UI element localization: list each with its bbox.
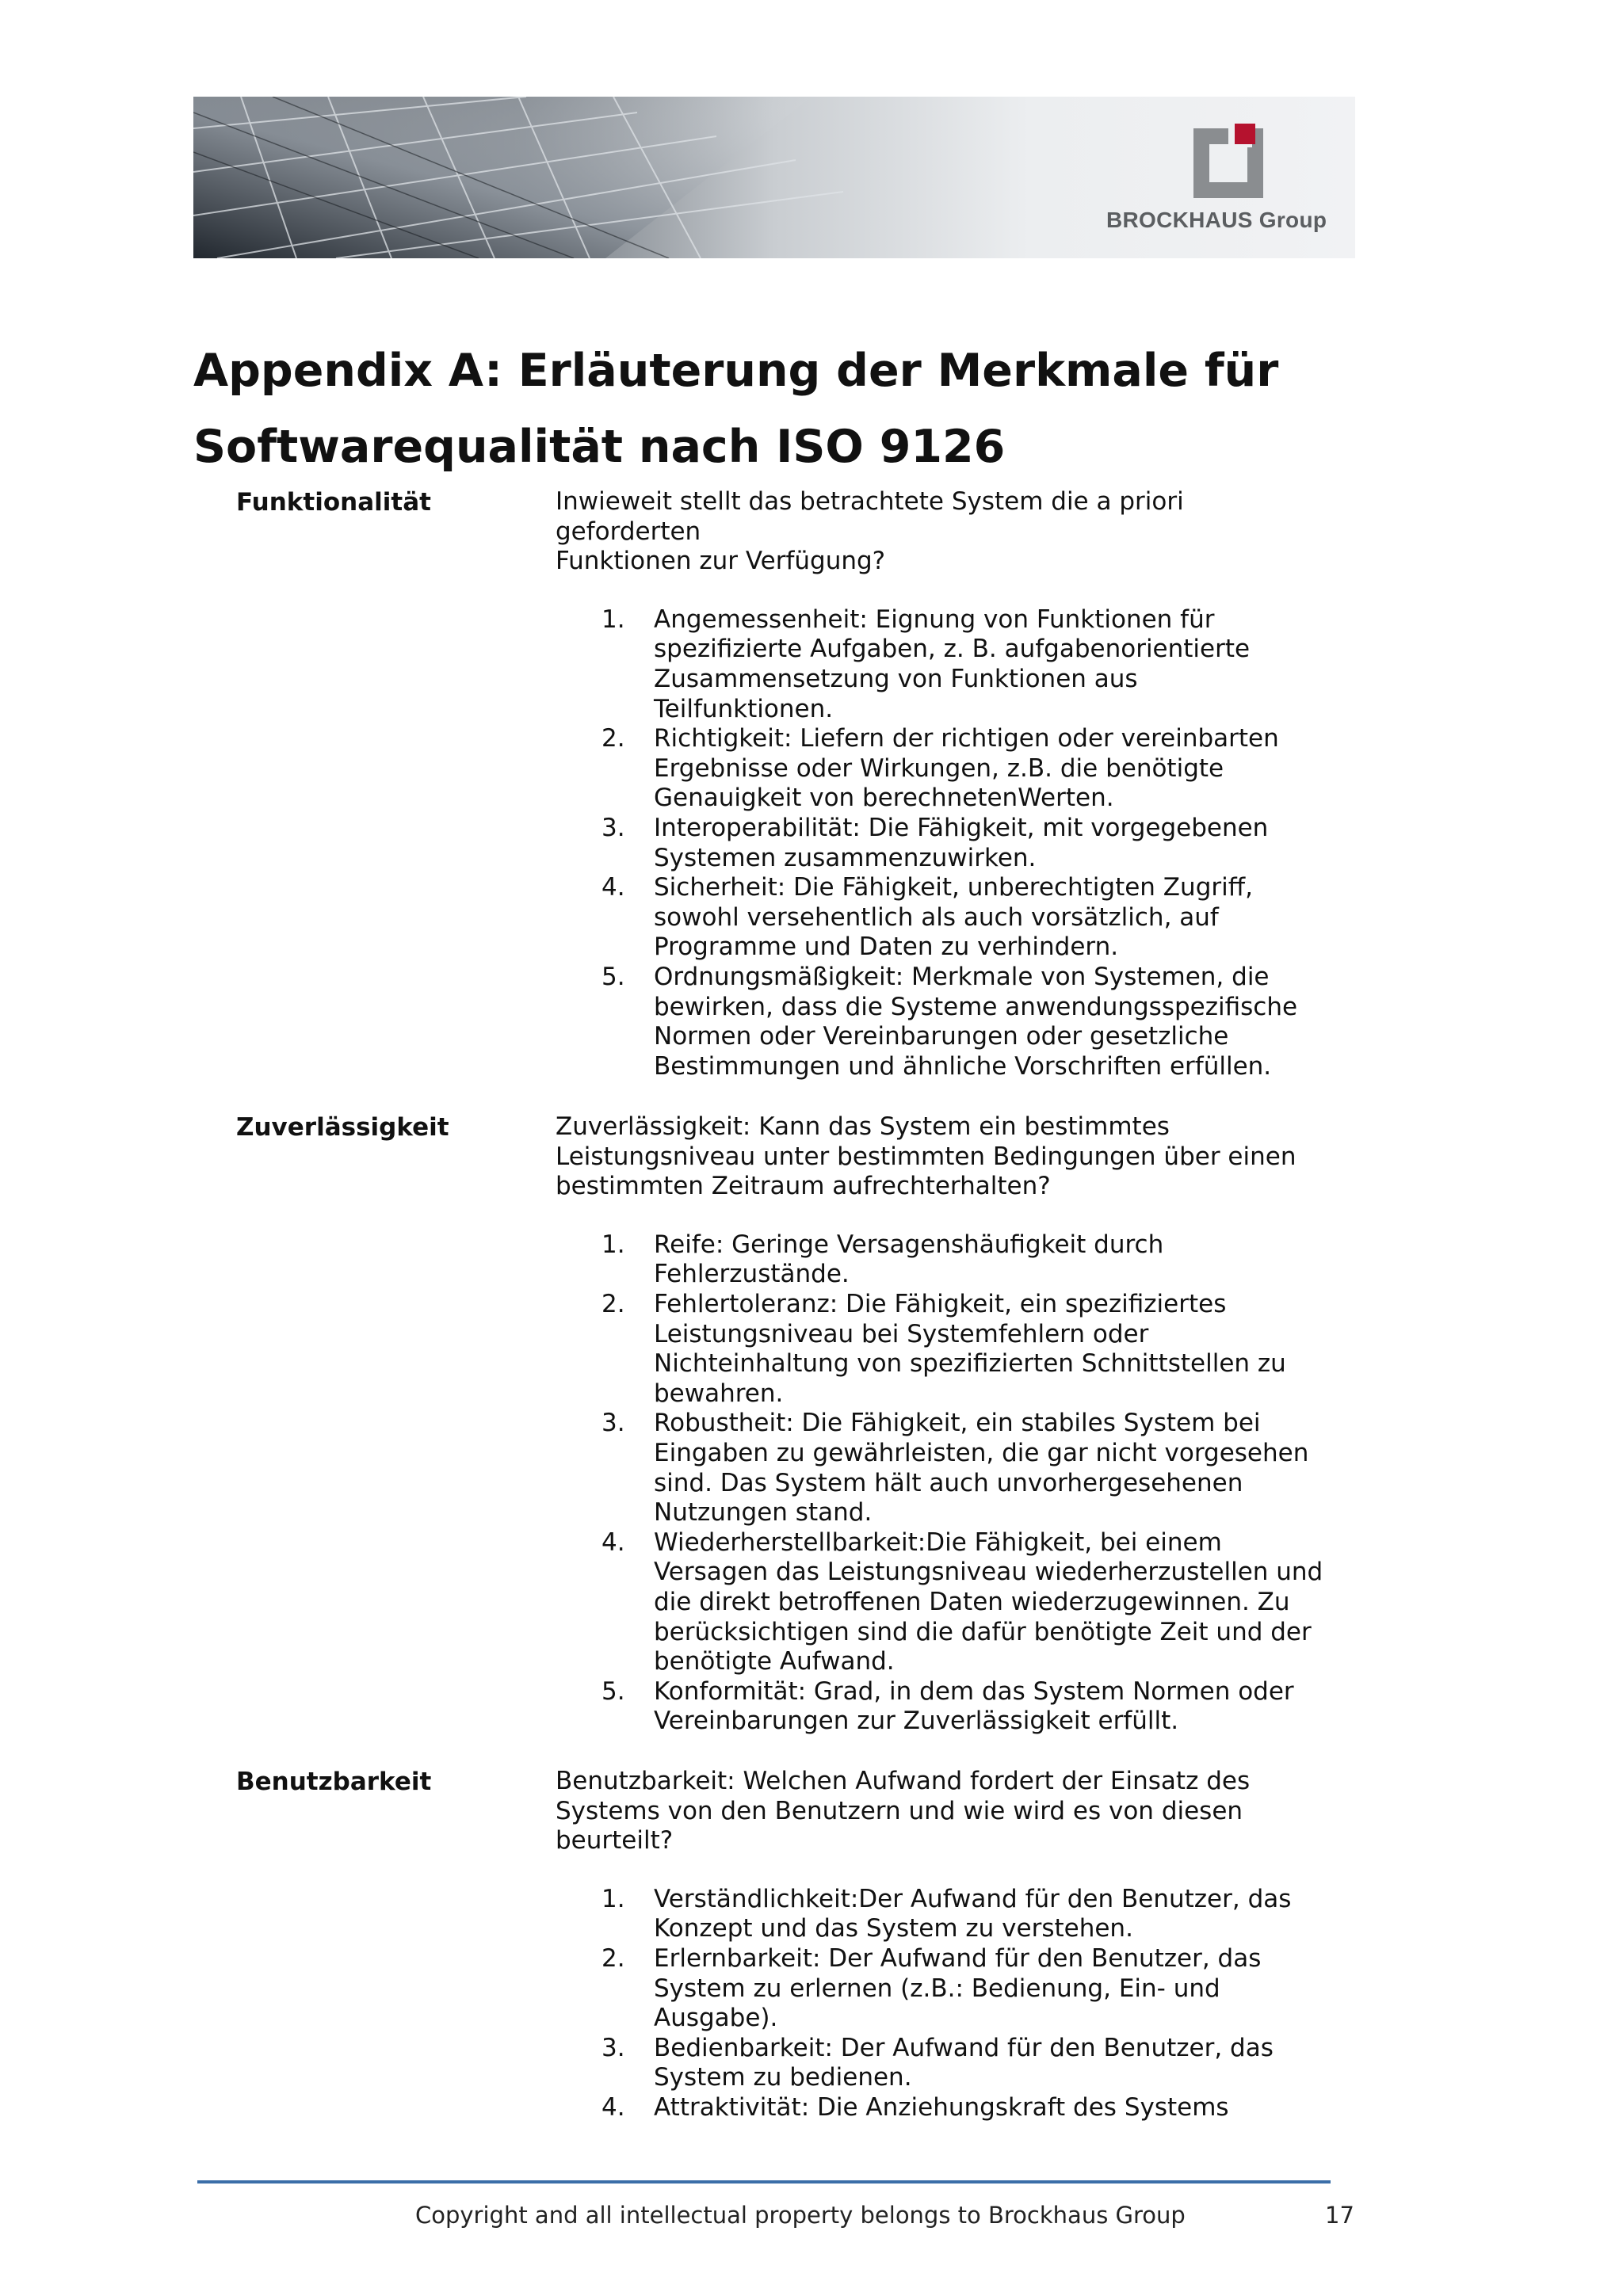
section-label-zuverlaessigkeit: Zuverlässigkeit <box>236 1113 449 1142</box>
section-label-benutzbarkeit: Benutzbarkeit <box>236 1768 432 1796</box>
page-title-line-1: Appendix A: Erläuterung der Merkmale für <box>193 345 1279 397</box>
list-item-number: 4. <box>601 873 625 902</box>
list-item-line: Konzept und das System zu verstehen. <box>654 1914 1133 1943</box>
list-item-number: 3. <box>601 2033 625 2062</box>
list-item <box>556 1944 1332 2034</box>
list-item-line: Robustheit: Die Fähigkeit, ein stabiles System bei <box>654 1409 1261 1438</box>
page-title-line-2: Softwarequalität nach ISO 9126 <box>193 421 1006 473</box>
list-item-number: 5. <box>601 1676 625 1706</box>
list-item-line: Interoperabilität: Die Fähigkeit, mit vorgegebenen <box>654 813 1269 842</box>
list-item-number: 2. <box>601 1943 625 1973</box>
intro-line: Inwieweit stellt das betrachtete System die a priori <box>556 487 1184 516</box>
list-item-line: System zu bedienen. <box>654 2063 912 2092</box>
list-item-line: Ausgabe). <box>654 2004 778 2033</box>
brockhaus-logo <box>1106 124 1327 235</box>
intro-line: bestimmten Zeitraum aufrechterhalten? <box>556 1172 1051 1201</box>
intro-line: Leistungsniveau unter bestimmten Bedingungen über einen <box>556 1142 1296 1171</box>
list-item-number: 4. <box>601 1527 625 1557</box>
intro-line: Funktionen zur Verfügung? <box>556 547 886 576</box>
list-item-line: Erlernbarkeit: Der Aufwand für den Benutzer, das <box>654 1943 1262 1973</box>
list-item <box>556 963 1332 1081</box>
section-intro <box>556 1112 1332 1202</box>
brockhaus-logo-mark <box>1193 124 1273 198</box>
list-item <box>556 814 1332 873</box>
list-item-line: Versagen das Leistungsniveau wiederherzustellen und <box>654 1558 1323 1587</box>
list-item-line: sowohl versehentlich als auch vorsätzlich, auf <box>654 902 1219 932</box>
list-item <box>556 2093 1332 2123</box>
list-item-line: Attraktivität: Die Anziehungskraft des Systems <box>654 2092 1229 2122</box>
section-body-funktionalitaet <box>556 487 1332 1081</box>
list-item-line: Reife: Geringe Versagenshäufigkeit durch <box>654 1230 1164 1259</box>
section-intro <box>556 1767 1332 1856</box>
section-body-benutzbarkeit <box>556 1767 1332 2123</box>
list-item-number: 1. <box>601 1884 625 1913</box>
list-item-line: System zu erlernen (z.B.: Bedienung, Ein- und <box>654 1974 1220 2003</box>
intro-line: geforderten <box>556 517 701 546</box>
list-item-number: 2. <box>601 724 625 753</box>
list-item-line: Fehlerzustände. <box>654 1260 850 1289</box>
intro-line: Benutzbarkeit: Welchen Aufwand fordert der Einsatz des <box>556 1767 1251 1795</box>
list-item <box>556 605 1332 724</box>
list-item-number: 4. <box>601 2092 625 2122</box>
list-item-line: Wiederherstellbarkeit:Die Fähigkeit, bei einem <box>654 1527 1222 1557</box>
page-number: 17 <box>1325 2202 1354 2229</box>
list-item <box>556 1230 1332 1290</box>
list-item-line: Richtigkeit: Liefern der richtigen oder vereinbarten <box>654 724 1279 753</box>
list-item <box>556 1290 1332 1409</box>
list-item-line: Eingaben zu gewährleisten, die gar nicht vorgesehen <box>654 1438 1309 1467</box>
list-item-line: die direkt betroffenen Daten wiederzugewinnen. Zu <box>654 1587 1290 1616</box>
footer-copyright: Copyright and all intellectual property belongs to Brockhaus Group <box>415 2202 1186 2229</box>
section-body-zuverlaessigkeit <box>556 1112 1332 1737</box>
list-item-line: Nutzungen stand. <box>654 1498 873 1527</box>
list-item-number: 3. <box>601 1409 625 1438</box>
list-item-line: bewahren. <box>654 1379 784 1408</box>
list-item-number: 3. <box>601 813 625 842</box>
list-item-line: Zusammensetzung von Funktionen aus <box>654 664 1138 693</box>
intro-line: Systems von den Benutzern und wie wird es von diesen <box>556 1796 1243 1825</box>
list-item-line: Sicherheit: Die Fähigkeit, unberechtigten Zugriff, <box>654 873 1253 902</box>
list-item-line: Fehlertoleranz: Die Fähigkeit, ein spezifiziertes <box>654 1289 1227 1318</box>
list-item-line: Teilfunktionen. <box>654 694 834 723</box>
intro-line: Zuverlässigkeit: Kann das System ein bestimmtes <box>556 1112 1170 1141</box>
criteria-list <box>556 1230 1332 1737</box>
list-item <box>556 873 1332 963</box>
list-item-line: Leistungsniveau bei Systemfehlern oder <box>654 1319 1149 1348</box>
footer-divider <box>197 2180 1331 2183</box>
list-item-line: Angemessenheit: Eignung von Funktionen für <box>654 605 1215 634</box>
list-item <box>556 1677 1332 1737</box>
list-item-line: Ordnungsmäßigkeit: Merkmale von Systemen, die <box>654 962 1270 991</box>
list-item-line: sind. Das System hält auch unvorhergesehenen <box>654 1468 1243 1497</box>
list-item-line: Systemen zusammenzuwirken. <box>654 843 1037 872</box>
brockhaus-logo-text: BROCKHAUS Group <box>1106 208 1327 232</box>
criteria-list <box>556 605 1332 1082</box>
list-item <box>556 2034 1332 2093</box>
list-item-line: Ergebnisse oder Wirkungen, z.B. die benötigte <box>654 753 1224 783</box>
list-item-line: Normen oder Vereinbarungen oder gesetzliche <box>654 1022 1229 1051</box>
list-item <box>556 1528 1332 1677</box>
list-item-line: Bedienbarkeit: Der Aufwand für den Benutzer, das <box>654 2033 1274 2062</box>
header-banner <box>193 97 1355 258</box>
criteria-list <box>556 1885 1332 2123</box>
list-item-number: 1. <box>601 1230 625 1259</box>
list-item-number: 1. <box>601 605 625 634</box>
list-item-number: 5. <box>601 962 625 991</box>
list-item-line: spezifizierte Aufgaben, z. B. aufgabenorientierte <box>654 635 1251 664</box>
list-item-line: Nichteinhaltung von spezifizierten Schnittstellen zu <box>654 1349 1286 1379</box>
list-item-line: Bestimmungen und ähnliche Vorschriften erfüllen. <box>654 1051 1272 1081</box>
list-item <box>556 1885 1332 1944</box>
list-item-line: Konformität: Grad, in dem das System Normen oder <box>654 1676 1294 1706</box>
intro-line: beurteilt? <box>556 1826 674 1855</box>
list-item-line: Verständlichkeit:Der Aufwand für den Benutzer, das <box>654 1884 1292 1913</box>
list-item-line: berücksichtigen sind die dafür benötigte Zeit und der <box>654 1617 1312 1646</box>
list-item-line: bewirken, dass die Systeme anwendungsspezifische <box>654 992 1298 1021</box>
list-item-line: Genauigkeit von berechnetenWerten. <box>654 784 1114 813</box>
list-item <box>556 724 1332 814</box>
list-item-number: 2. <box>601 1289 625 1318</box>
list-item-line: benötigte Aufwand. <box>654 1647 895 1676</box>
section-intro <box>556 487 1332 577</box>
list-item <box>556 1409 1332 1527</box>
list-item-line: Programme und Daten zu verhindern. <box>654 933 1119 962</box>
page-title <box>193 333 1382 485</box>
section-label-funktionalitaet: Funktionalität <box>236 488 431 517</box>
list-item-line: Vereinbarungen zur Zuverlässigkeit erfüllt. <box>654 1707 1179 1736</box>
